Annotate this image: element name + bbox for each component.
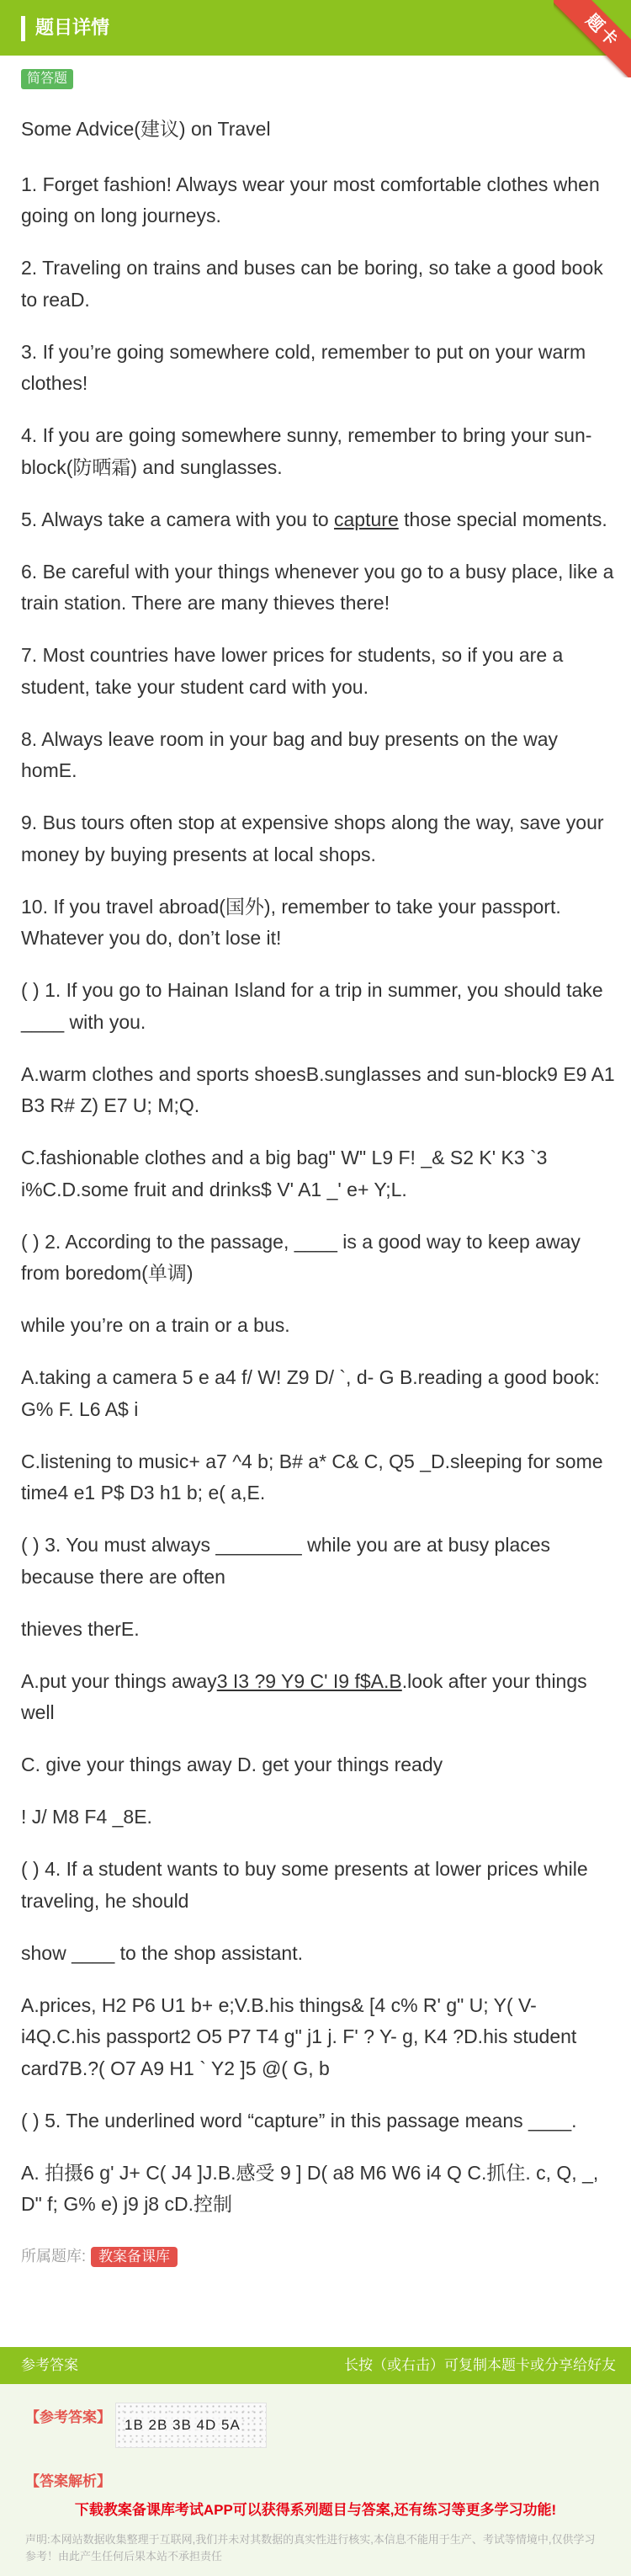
copy-share-hint: 长按（或右击）可复制本题卡或分享给好友	[344, 2357, 616, 2373]
passage-tip-2: 2. Traveling on trains and buses can be boring, so take a good book to reaD.	[21, 257, 603, 311]
disclaimer-text: 声明:本网站数据收集整理于互联网,我们并未对其数据的真实性进行核实,本信息不能用于生产、考试等情境中,仅供学习参考！由此产生任何后果本站不承担责任	[25, 2533, 596, 2563]
question-5-stem: ( ) 5. The underlined word “capture” in this passage means ____.	[21, 2109, 577, 2132]
passage-tip-3: 3. If you’re going somewhere cold, remember to put on your warm clothes!	[21, 340, 586, 394]
question-1-stem: ( ) 1. If you go to Hainan Island for a trip in summer, you should take ____ with you.	[21, 979, 603, 1033]
tag-row	[21, 69, 616, 89]
passage-tip-8: 8. Always leave room in your bag and buy presents on the way homE.	[21, 727, 558, 781]
passage-tip-1: 1. Forget fashion! Always wear your most comfortable clothes when going on long journeys.	[21, 173, 600, 226]
passage-tip-10: 10. If you travel abroad(国外), remember to take your passport. Whatever you do, don’t lose it!	[21, 895, 561, 949]
reference-answer-label: 【参考答案】	[25, 2409, 111, 2425]
question-4-stem-continued: show ____ to the shop assistant.	[21, 1941, 303, 1964]
q3-option-a-before: A.put your things away	[21, 1669, 217, 1692]
question-3-options-c-d: C. give your things away D. get your things ready	[21, 1754, 443, 1775]
underlined-word-capture: capture	[334, 508, 399, 530]
question-5-options: A. 拍摄6 g' J+ C( J4 ]J.B.感受 9 ] D( a8 M6 W6 i4 Q C.抓住. c, Q, _, D" f; G% e) j9 j8 cD.控制	[21, 2161, 599, 2215]
question-2-stem-continued: while you’re on a train or a bus.	[21, 1314, 290, 1336]
source-label: 所属题库:	[21, 2248, 87, 2265]
question-1-options-c-d: C.fashionable clothes and a big bag" W" L9 F! _& S2 K' K3 `3 i%C.D.some fruit and drinks$ V' A1 _' e+ Y;L.	[21, 1147, 548, 1200]
answer-panel	[0, 2384, 631, 2576]
passage-tip-9: 9. Bus tours often stop at expensive shops along the way, save your money by buying presents at local shops.	[21, 812, 604, 865]
question-type-tag: 简答题	[21, 69, 73, 89]
passage-tip-7: 7. Most countries have lower prices for students, so if you are a student, take your student card with you.	[21, 644, 564, 698]
tip-5-text-before: 5. Always take a camera with you to	[21, 508, 335, 530]
question-2-stem: ( ) 2. According to the passage, ____ is a good way to keep away from boredom(单调)	[21, 1230, 581, 1284]
question-4-options: A.prices, H2 P6 U1 b+ e;V.B.his things& [4 c% R' g" U; Y( V- i4Q.C.his passport2 O5 P7 T4 g" j1 j. F' ? Y- g, K4 ?D.his student card7B.?( O7 A9 H1 ` Y2 ]5 @( G, b	[21, 1993, 577, 2079]
question-4-stem: ( ) 4. If a student wants to buy some presents at lower prices while traveling, he should	[21, 1858, 588, 1912]
page-title: 题目详情	[35, 17, 110, 38]
answer-bar-title: 参考答案	[21, 2357, 78, 2373]
question-content	[0, 56, 631, 2273]
tip-5-text-after: those special moments.	[398, 508, 607, 530]
answer-text: 1B 2B 3B 4D 5A	[125, 2415, 241, 2435]
analysis-label: 【答案解析】	[25, 2473, 111, 2489]
question-3-stem: ( ) 3. You must always ________ while you are at busy places because there are often	[21, 1534, 551, 1588]
question-1-options-a-b: A.warm clothes and sports shoesB.sunglasses and sun-block9 E9 A1 B3 R# Z) E7 U; M;Q.	[21, 1062, 615, 1116]
q3-option-underlined: 3 I3 ?9 Y9 C' I9 f$A.B	[216, 1669, 402, 1692]
passage-title: Some Advice(建议) on Travel	[21, 118, 271, 140]
passage-tip-5	[21, 504, 616, 536]
header-bar	[0, 0, 631, 56]
corner-ribbon-label: 题卡	[554, 0, 631, 77]
passage-tip-6: 6. Be careful with your things whenever you go to a busy place, like a train station. There are many thieves there!	[21, 560, 614, 614]
question-2-options-c-d: C.listening to music+ a7 ^4 b; B# a* C& C, Q5 _D.sleeping for some time4 e1 P$ D3 h1 b; e( a,E.	[21, 1450, 603, 1504]
answer-image	[115, 2403, 267, 2448]
header-accent-bar	[21, 16, 25, 41]
q3-option-a-after: .look after your things well	[21, 1669, 587, 1723]
source-bank-tag[interactable]: 教案备课库	[91, 2247, 178, 2267]
question-source	[21, 2241, 616, 2273]
question-2-options-a-b: A.taking a camera 5 e a4 f/ W! Z9 D/ `, d- G B.reading a good book: G% F. L6 A$ i	[21, 1366, 600, 1420]
answer-bar	[0, 2347, 631, 2384]
question-3-extra: ! J/ M8 F4 _8E.	[21, 1806, 152, 1828]
app-download-promo[interactable]: 下载教案备课库考试APP可以获得系列题目与答案,还有练习等更多学习功能!	[74, 2502, 557, 2518]
question-3-stem-continued: thieves therE.	[21, 1617, 140, 1640]
question-3-options-a-b	[21, 1666, 616, 1729]
passage-tip-4: 4. If you are going somewhere sunny, remember to bring your sun-block(防晒霜) and sunglasses.	[21, 424, 592, 478]
